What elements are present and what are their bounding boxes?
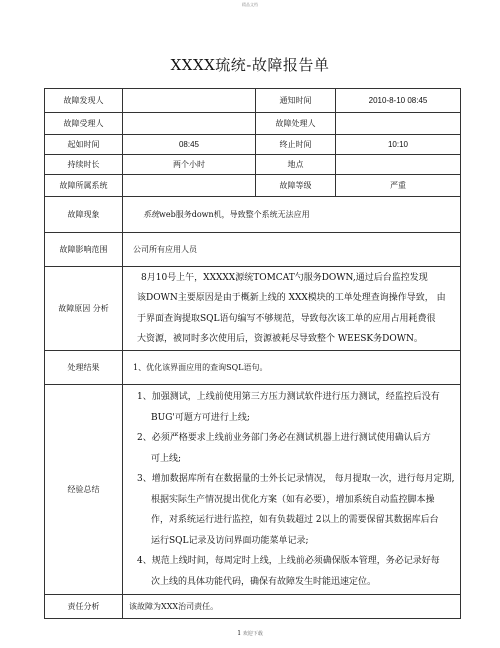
result-label: 处理结果 xyxy=(45,351,123,385)
page-number: 1 xyxy=(237,630,242,637)
start-time-label: 起如时间 xyxy=(45,135,123,155)
cause-line: 大资源，被同时多次使用后，资源被耗尽导致整个 WEESK务DOWN。 xyxy=(137,334,423,344)
phenomenon-value-text: web服务down机，导致整个系统无法应用 xyxy=(159,210,310,219)
location-label: 地点 xyxy=(256,155,336,175)
receiver-value xyxy=(123,113,256,135)
table-row xyxy=(45,155,461,175)
lesson-value xyxy=(123,385,461,595)
receiver-label: 故障受理人 xyxy=(45,113,123,135)
footer-welcome: 欢迎下载 xyxy=(242,631,263,637)
notify-time-value: 2010-8-10 08:45 xyxy=(336,89,461,113)
lesson-line: 次上线的具体功能代码，确保有故障发生时能迅速定位。 xyxy=(151,576,377,587)
table-row xyxy=(45,197,461,233)
table-row xyxy=(45,113,461,135)
phenomenon-label: 故障现象 xyxy=(45,197,123,233)
lesson-line: 4、规范上线时间，每周定时上线，上线前必须确保版本管理，务必记录好每 xyxy=(137,556,440,566)
lesson-line: 1、加强测试，上线前使用第三方压力测试软件进行压力测试，经监控后没有 xyxy=(137,392,440,402)
lesson-line: 根据实际生产情况提出优化方案（如有必要），增加系统自动监控脚本操 xyxy=(151,494,435,505)
table-row xyxy=(45,233,461,267)
header-note: 精品文档 xyxy=(242,2,258,7)
result-value: 1、优化该界面应用的查询SQL语句。 xyxy=(123,351,461,385)
level-label: 故障等级 xyxy=(256,175,336,197)
lesson-line: 运行SQL记录及访问界面功能菜单记录; xyxy=(151,535,309,546)
table-row xyxy=(45,595,461,619)
cause-line: 8月10号上午，XXXXX源统TOMCAT勺服务DOWN,通过后台监控发现 xyxy=(141,272,428,283)
table-row xyxy=(45,135,461,155)
system-value xyxy=(123,175,256,197)
table-row xyxy=(45,267,461,351)
system-label: 故障所属系统 xyxy=(45,175,123,197)
scope-value: 公司所有应用人员 xyxy=(123,233,461,267)
phenomenon-value xyxy=(123,197,461,233)
end-time-value: 10:10 xyxy=(336,135,461,155)
page-footer xyxy=(0,630,500,637)
cause-line: 于界面查询提取SQL语句编写不够规范，导致每次该工单的应用占用耗费很 xyxy=(137,313,436,324)
lesson-line: 3、增加数据库所有在数据量的士外长记录情况， 每月提取一次，进行每月定期, xyxy=(137,474,455,484)
reporter-label: 故障发现人 xyxy=(45,89,123,113)
duration-value: 两个小时 xyxy=(123,155,256,175)
lesson-label: 经验总结 xyxy=(45,385,123,595)
start-time-value: 08:45 xyxy=(123,135,256,155)
cause-value xyxy=(123,267,461,351)
location-value xyxy=(336,155,461,175)
table-row xyxy=(45,385,461,595)
notify-time-label: 通知时间 xyxy=(256,89,336,113)
fault-report-table xyxy=(44,88,461,619)
phenomenon-value-italic: 系统 xyxy=(143,210,159,219)
handler-label: 故障处理人 xyxy=(256,113,336,135)
lesson-line: BUG'可题方可进行上线; xyxy=(151,412,250,423)
reporter-value xyxy=(123,89,256,113)
blame-value: 该故障为XXX治司责任。 xyxy=(123,595,461,619)
cause-line: 该DOWN主要原因是由于概新上线的 XXX模块的工单处理查询操作导致， 由 xyxy=(137,293,446,303)
lesson-line: 作，对系统运行进行监控，如有负载超过 2以上的需要保留其数据库后台 xyxy=(151,515,439,525)
table-row xyxy=(45,351,461,385)
lesson-line: 2、必须严格要求上线前业务部门务必在测试机器上进行测试使用确认后方 xyxy=(137,433,431,443)
lesson-line: 可上线; xyxy=(151,453,182,464)
end-time-label: 终止时间 xyxy=(256,135,336,155)
table-row xyxy=(45,89,461,113)
level-value: 严重 xyxy=(336,175,461,197)
page-title: XXXX琉统-故障报告单 xyxy=(170,56,330,74)
table-row xyxy=(45,175,461,197)
handler-value xyxy=(336,113,461,135)
cause-label: 故障原因 分析 xyxy=(45,267,123,351)
scope-label: 故障影响范围 xyxy=(45,233,123,267)
blame-label: 责任分析 xyxy=(45,595,123,619)
duration-label: 持续时长 xyxy=(45,155,123,175)
